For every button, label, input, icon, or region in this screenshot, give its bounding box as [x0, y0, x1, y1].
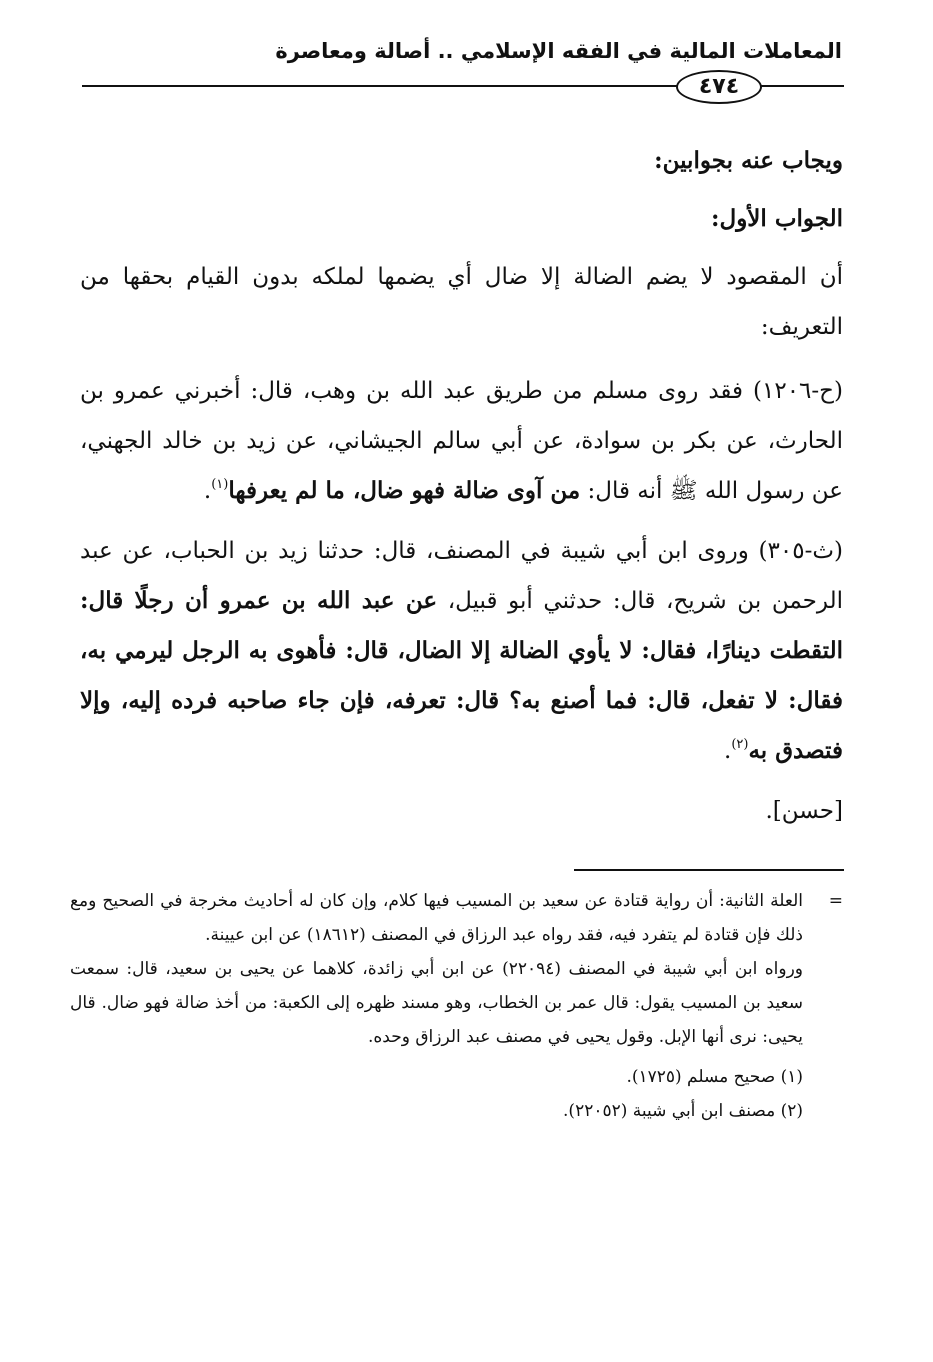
hadith-text: من آوى ضالة فهو ضال، ما لم يعرفها [228, 477, 581, 504]
footnote-separator [574, 869, 844, 871]
footnote-2: (٢) مصنف ابن أبي شيبة (٢٢٠٥٢). [563, 1101, 803, 1121]
period: . [724, 738, 732, 764]
paragraph-athar-ibn-abi-shaybah [80, 526, 843, 776]
athar-text: عن عبد الله بن عمرو أن رجلًا قال: التقطت دينارًا، فقال: لا يأوي الضالة إلا الضال، قال: فأهوى به الرجل ليرمي به، فقال: لا تفعل، قال: فما أصنع به؟ قال: تعرفه، فإن جاء صاحبه فرده إليه، وإلا فتصدق به [80, 587, 843, 764]
paragraph-hadith-muslim [80, 366, 843, 516]
first-answer-heading: الجواب الأول: [711, 205, 843, 232]
footnote-1: (١) صحيح مسلم (١٧٢٥). [626, 1067, 803, 1087]
period: . [203, 478, 212, 504]
running-title: المعاملات المالية في الفقه الإسلامي .. أصالة ومعاصرة [275, 39, 842, 63]
footnote-ref-1: (١) [211, 477, 229, 492]
main-text [80, 136, 843, 850]
footnote-continuation-2: ورواه ابن أبي شيبة في المصنف (٢٢٠٩٤) عن ابن أبي زائدة، كلاهما عن يحيى بن سعيد، قال: سمعت سعيد بن المسيب يقول: قال عمر بن الخطاب، وهو مسند ظهره إلى الكعبة: من أخذ ضالة فهو ضال. قال يحيى: نرى أنها الإبل. وقول يحيى في مصنف عبد الرزاق وحده. [70, 959, 804, 1047]
continuation-mark: = [828, 891, 843, 911]
continuation-text: العلة الثانية: أن رواية قتادة عن سعيد بن المسيب فيها كلام، وإن كان له أحاديث مخرجة في الصحيح ومع ذلك فإن قتادة لم يتفرد فيه، فقد رواه عبد الرزاق في المصنف (١٨٦١٢) عن ابن عيينة. [70, 891, 803, 945]
footnote-continuation [70, 884, 843, 952]
paragraph-explanation: أن المقصود لا يضم الضالة إلا ضال أي يضمها لملكه بدون القيام بحقها من التعريف: [80, 264, 843, 340]
grade-label: [حسن]. [765, 798, 843, 824]
athar-chain: (ث-٣٠٥) وروى ابن أبي شيبة في المصنف، قال: حدثنا زيد بن الحباب، عن عبد الرحمن بن شريح، قال: حدثني أبو قبيل، [80, 538, 843, 614]
hadith-chain: (ح-١٢٠٦) فقد روى مسلم من طريق عبد الله بن وهب، قال: أخبرني عمرو بن الحارث، عن بكر بن سوادة، عن أبي سالم الجيشاني، عن زيد بن خالد الجهني، عن رسول الله ﷺ أنه قال: [80, 378, 843, 504]
page-number: ٤٧٤ [676, 70, 762, 104]
footnotes [70, 884, 843, 1128]
intro-line: ويجاب عنه بجوابين: [654, 147, 843, 174]
footnote-ref-2: (٢) [731, 737, 749, 752]
